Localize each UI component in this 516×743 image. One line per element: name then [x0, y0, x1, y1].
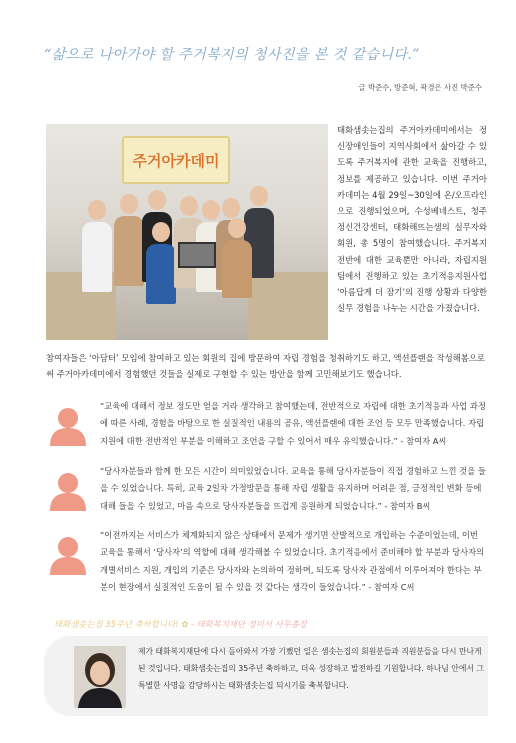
person-avatar-icon — [44, 467, 92, 515]
testimonial — [44, 527, 489, 591]
group-photo — [46, 124, 328, 340]
message-subtitle: - 태화복지재단 정미서 사무총장 — [190, 619, 308, 629]
portrait-icon — [74, 646, 126, 708]
table-right — [248, 272, 328, 340]
person-figure — [114, 194, 144, 286]
quote-title: “삶으로 나아가야 할 주거복지의 청사진을 본 것 같습니다.” — [44, 47, 420, 63]
credit-line: 글 박준수, 방준혁, 곽경은 사진 박준수 — [358, 83, 482, 92]
testimonial-text: “교육에 대해서 정보 정도만 얻을 거라 생각하고 참여했는데, 전반적으로 자립에 대한 초기적응과 사업 과정에 따른 사례, 경험을 바탕으로 한 실질적인 내용의 공유, 액션플랜에 대한 조언 등 모두 만족했습니다. 자립 지원에 대한 전반적인 부분을 이해하고 조언을 구할 수 있어서 매우 유익했습니다.” - 참여자 A씨 — [100, 401, 486, 446]
flower-icon: ✿ — [181, 619, 189, 629]
person-avatar-icon — [44, 402, 92, 450]
article-paragraph: 참여자들은 ‘아담터’ 모임에 참여하고 있는 회원의 집에 방문하여 자립 경험을 청취하기도 하고, 액션플랜을 작성해봄으로써 주거아카데미에서 경험했던 것들을 실제로 구현할 수 있는 방안을 함께 고민해보기도 했습니다. — [46, 353, 486, 380]
message-text: 제가 태화복지재단에 다시 돌아와서 가장 기뻤던 일은 샘솟는집의 회원분들과 직원분들을 다시 만나게 된 것입니다. 태화샘솟는집의 35주년 축하하고, 더욱 성장하고 발전하길 기원합니다. 하나님 안에서 그 특별한 사명을 감당하시는 태화샘솟는집 되시기를 축복합니다. — [138, 647, 484, 690]
person-avatar-icon — [44, 531, 92, 579]
message-heading — [54, 618, 307, 630]
testimonial-text: “이전까지는 서비스가 체계화되지 않은 상태에서 문제가 생기면 산발적으로 개입하는 수준이었는데, 이번 교육을 통해서 ‘당사자’의 역할에 대해 생각해볼 수 있었습니다. 초기적응에서 준비해야 할 부분과 당사자의 개별서비스 지원, 개입의 기준은 당사자와 논의하여 정하며, 되도록 당사자 관점에서 이루어져야 한다는 부분이 현장에서 실질적인 도움이 될 수 있을 것 같다는 생각이 들었습니다.” - 참여자 C씨 — [100, 530, 485, 593]
laptop — [178, 242, 216, 268]
person-figure — [146, 222, 176, 304]
message-title: 태화샘솟는집 35주년 축하합니다! — [54, 619, 179, 629]
article-right-column: 태화샘솟는집의 주거아카데미에서는 정신장애인들이 지역사회에서 삶아갈 수 있도록 주거복지에 관한 교육을 진행하고, 정보를 제공하고 있습니다. 이번 주거아카데미는 4월 29일~30일에 온/오프라인으로 진행되었으며, 수성베네스트, 청주정신건강센터, 태화해뜨는샘의 실무자와 회원, 총 5명이 참여했습니다. 주거복지 전반에 대한 교육뿐만 아니라, 자립지원팀에서 진행하고 있는 초기적응지원사업 ‘아름답게 더 잠기’의 진행 상황과 다양한 실무 경험을 나누는 시간을 가졌습니다. — [337, 125, 487, 314]
person-figure — [82, 200, 112, 292]
testimonial — [44, 398, 489, 462]
testimonial — [44, 463, 489, 527]
person-figure — [222, 218, 252, 298]
portrait-photo — [74, 646, 126, 708]
academy-sign: 주거아카데미 — [122, 136, 230, 184]
testimonial-text: “당사자분들과 함께 한 모든 시간이 의미있었습니다. 교육을 통해 당사자분들이 직접 경험하고 느낀 것을 들을 수 있었습니다. 특히, 교육 2일차 가정방문을 통해 자립 생활을 유지하며 어려운 점, 긍정적인 변화 등에 대해 들을 수 있었고, 마음 속으로 당사자분들을 뜨겁게 응원하게 되었습니다.” - 참여자 B씨 — [100, 466, 486, 511]
